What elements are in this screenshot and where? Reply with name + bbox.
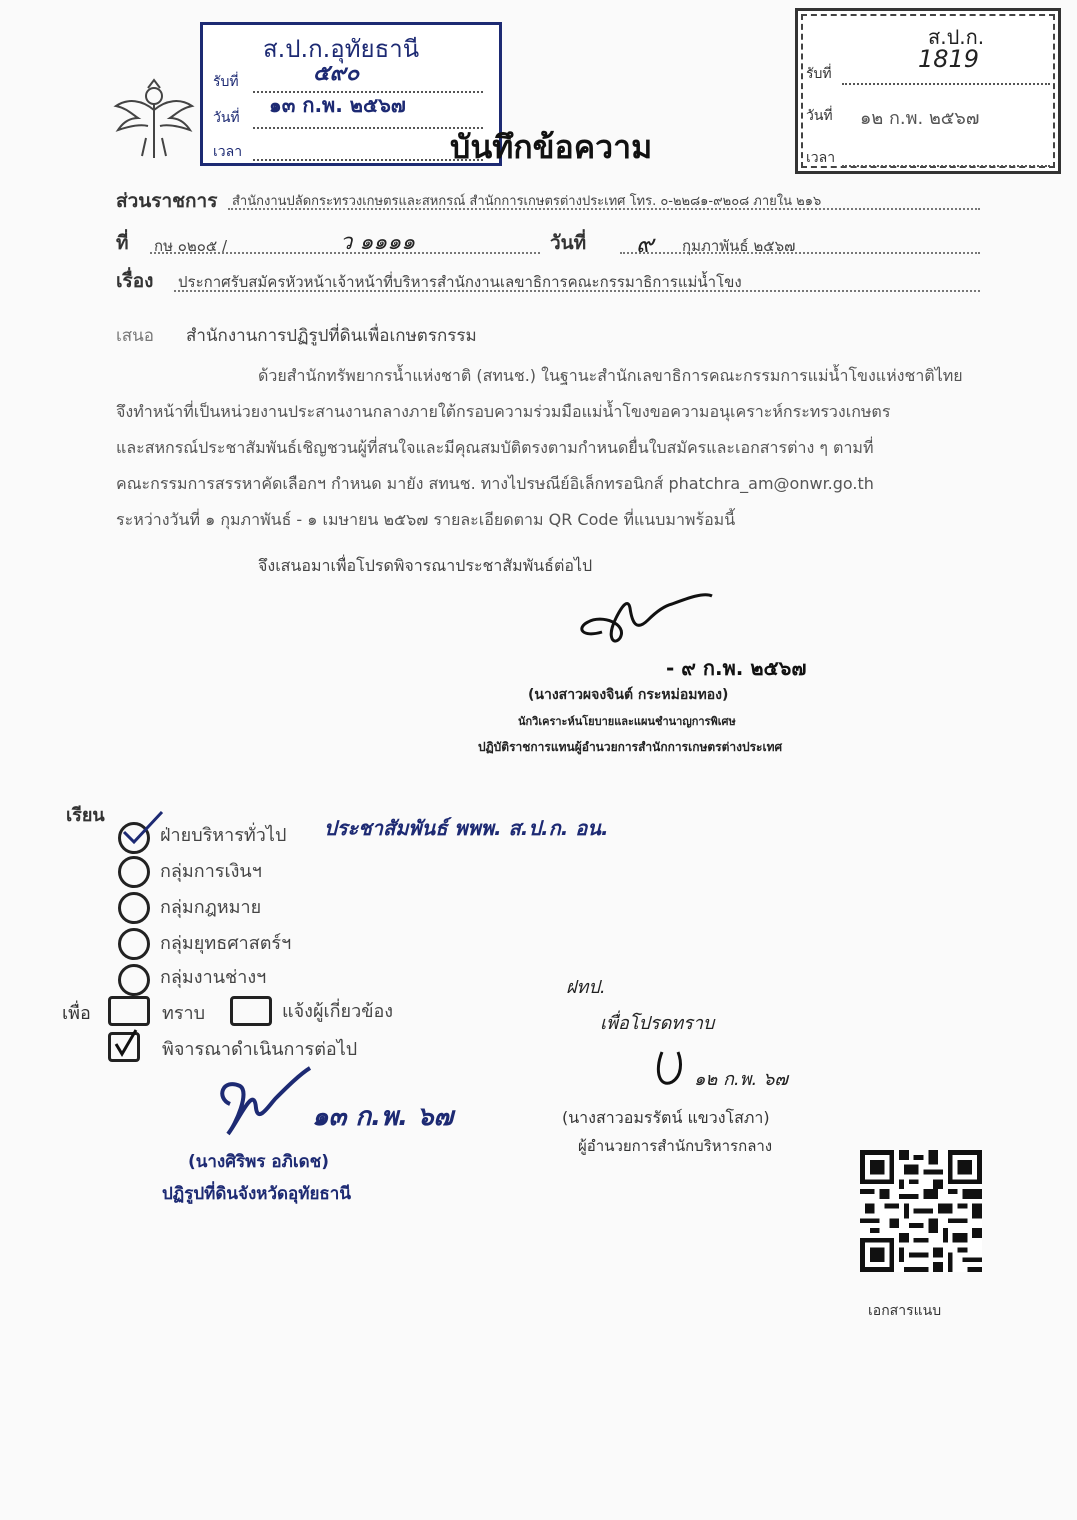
body-line: จึงทำหน้าที่เป็นหน่วยงานประสานงานกลางภายใต้กรอบความร่วมมือแม่น้ำโขงขอความอนุเคราะห์กระทรวงเกษตร — [116, 402, 891, 421]
approver-right-note: ฝทป. — [566, 977, 606, 998]
to-label: เสนอ — [116, 326, 155, 346]
approver-right-name: (นางสาวอมรรัตน์ แขวงโสภา) — [562, 1108, 770, 1127]
memo-title: บันทึกข้อความ — [450, 128, 653, 166]
purpose-label: เพื่อ — [62, 1003, 91, 1024]
stamp-receive-label: รับที่ — [806, 66, 832, 82]
stamp-date-label: วันที่ — [806, 108, 833, 124]
option-circle — [118, 892, 150, 924]
body-line: ระหว่างวันที่ ๑ กุมภาพันธ์ - ๑ เมษายน ๒๕๖๗ รายละเอียดตาม QR Code ที่แนบมาพร้อมนี้ — [116, 510, 736, 529]
routing-option: กลุ่มการเงินฯ — [160, 861, 262, 882]
purpose-option: พิจารณาดำเนินการต่อไป — [162, 1039, 358, 1060]
routing-option: กลุ่มงานช่างฯ — [160, 967, 267, 988]
option-circle — [118, 856, 150, 888]
stamp-date-label: วันที่ — [213, 110, 240, 126]
stamp-dotted-line — [253, 141, 483, 161]
body-line: ด้วยสำนักทรัพยากรน้ำแห่งชาติ (สทนช.) ในฐานะสำนักเลขาธิการคณะกรรมการแม่น้ำโขงแห่งชาติไทย — [258, 366, 963, 385]
approver-right-position: ผู้อำนวยการสำนักบริหารกลาง — [578, 1137, 773, 1155]
stamp-org: ส.ป.ก.อุทัยธานี — [263, 35, 420, 63]
routing-option: กลุ่มยุทธศาสตร์ฯ — [160, 933, 292, 954]
closing-line: จึงเสนอมาเพื่อโปรดพิจารณาประชาสัมพันธ์ต่อไป — [258, 556, 593, 575]
stamp-time-label: เวลา — [213, 144, 243, 160]
stamp-receive-number: ๕๙๐ — [313, 61, 360, 86]
date-label: วันที่ — [550, 232, 587, 254]
dotted-line — [228, 208, 980, 210]
subject-label: เรื่อง — [116, 270, 154, 292]
approver-right-note: เพื่อโปรดทราบ — [600, 1013, 715, 1034]
agency-value: สำนักงานปลัดกระทรวงเกษตรและสหกรณ์ สำนักการเกษตรต่างประเทศ โทร. ๐-๒๒๘๑-๙๒๐๘ ภายใน ๒๑๖ — [232, 194, 822, 209]
to-value: สำนักงานการปฏิรูปที่ดินเพื่อเกษตรกรรม — [186, 326, 477, 346]
checkbox — [230, 996, 272, 1026]
routing-option: กลุ่มกฎหมาย — [160, 897, 262, 918]
option-circle — [118, 964, 150, 996]
date-value: กุมภาพันธ์ ๒๕๖๗ — [682, 237, 796, 255]
routing-label: เรียน — [66, 805, 105, 826]
garuda-emblem-icon — [112, 78, 196, 164]
stamp-date-value: ๑๒ ก.พ. ๒๕๖๗ — [860, 108, 980, 129]
qr-code-icon — [860, 1148, 982, 1274]
stamp-receive-label: รับที่ — [213, 74, 239, 90]
approver-right-signature — [652, 1042, 692, 1092]
receive-stamp-right — [795, 8, 1061, 174]
ref-handwritten: ว ๑๑๑๑ — [340, 230, 416, 255]
stamp-dotted-line — [842, 147, 1050, 167]
approver-left-signature — [210, 1064, 320, 1144]
ref-value: กษ ๐๒๐๕ / — [154, 237, 228, 255]
body-line: และสหกรณ์ประชาสัมพันธ์เชิญชวนผู้ที่สนใจและมีคุณสมบัติตรงตามกำหนดยื่นใบสมัครและเอกสารต่าง ๆ ตามที่ — [116, 438, 874, 457]
approver-right-date: ๑๒ ก.พ. ๖๗ — [694, 1069, 788, 1090]
approver-left-name: (นางศิริพร อภิเดช) — [188, 1152, 329, 1172]
attachment-label: เอกสารแนบ — [868, 1303, 942, 1319]
routing-handwritten-note: ประชาสัมพันธ์ พพพ. ส.ป.ก. อน. — [324, 816, 609, 840]
stamp-receive-number: 1819 — [918, 45, 980, 73]
sender-position: นักวิเคราะห์นโยบายและแผนชำนาญการพิเศษ — [518, 715, 736, 728]
sender-name: (นางสาวผจงจินต์ กระหม่อมทอง) — [528, 687, 729, 703]
stamp-time-label: เวลา — [806, 150, 836, 166]
dotted-line — [620, 252, 980, 254]
ref-label: ที่ — [116, 232, 129, 254]
date-handwritten: ๙ — [636, 230, 654, 258]
approver-left-position: ปฏิรูปที่ดินจังหวัดอุทัยธานี — [162, 1184, 351, 1204]
dotted-line — [174, 290, 980, 292]
approver-left-date: ๑๓ ก.พ. ๖๗ — [312, 1102, 454, 1132]
sender-position: ปฏิบัติราชการแทนผู้อำนวยการสำนักการเกษตรต่างประเทศ — [478, 740, 783, 754]
body-line: คณะกรรมการสรรหาคัดเลือกฯ กำหนด มายัง สทนช. ทางไปรษณีย์อิเล็กทรอนิกส์ phatchra_am@onwr.go.th — [116, 474, 874, 493]
sender-signature — [572, 588, 722, 658]
subject-value: ประกาศรับสมัครหัวหน้าเจ้าหน้าที่บริหารสำนักงานเลขาธิการคณะกรรมาธิการแม่น้ำโขง — [178, 273, 742, 291]
routing-option: ฝ่ายบริหารทั่วไป — [160, 825, 287, 846]
checkmark-icon — [110, 1026, 140, 1058]
option-circle — [118, 928, 150, 960]
purpose-option: แจ้งผู้เกี่ยวข้อง — [282, 1001, 394, 1022]
purpose-option: ทราบ — [162, 1003, 206, 1024]
sender-date: - ๙ ก.พ. ๒๕๖๗ — [666, 656, 807, 680]
checkbox — [108, 996, 150, 1026]
stamp-date-value: ๑๓ ก.พ. ๒๕๖๗ — [269, 93, 406, 117]
agency-label: ส่วนราชการ — [116, 190, 218, 212]
stamp-org: ส.ป.ก. — [928, 25, 985, 49]
dotted-line — [150, 252, 540, 254]
